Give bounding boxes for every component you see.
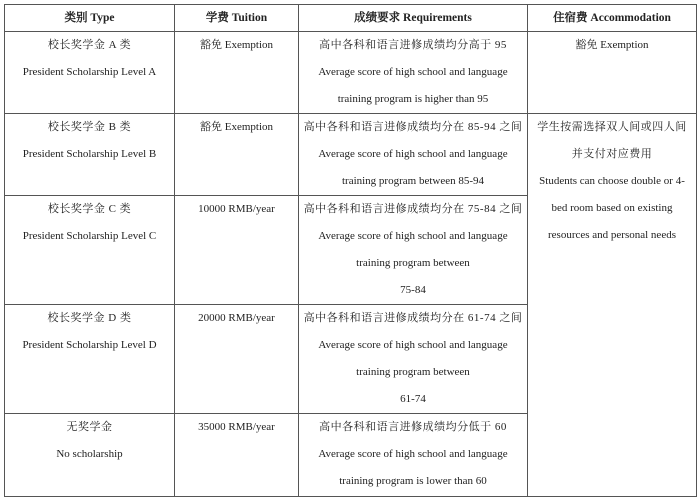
header-accommodation: 住宿费 Accommodation xyxy=(528,5,697,32)
req-line: Average score of high school and language xyxy=(318,66,508,78)
type-cell xyxy=(5,114,175,196)
requirements-cell xyxy=(299,305,528,414)
type-en: President Scholarship Level A xyxy=(22,66,157,78)
tuition-value: 10000 RMB/year xyxy=(198,203,275,215)
accommodation-line: Students can choose double or 4- xyxy=(539,175,685,187)
table-row xyxy=(5,114,697,196)
header-tuition: 学费 Tuition xyxy=(175,5,299,32)
type-cell xyxy=(5,196,175,305)
type-zh: 校长奖学金 D 类 xyxy=(47,312,132,324)
header-row xyxy=(5,5,697,32)
type-en: President Scholarship Level D xyxy=(22,339,157,351)
accommodation-line: bed room based on existing xyxy=(551,202,673,214)
accommodation-line: resources and personal needs xyxy=(548,229,676,241)
header-requirements: 成绩要求 Requirements xyxy=(299,5,528,32)
req-line: training program between xyxy=(356,257,470,269)
req-line: Average score of high school and language xyxy=(318,339,508,351)
scholarship-table xyxy=(4,4,697,497)
tuition-value: 20000 RMB/year xyxy=(198,312,275,324)
accommodation-value: 豁免 Exemption xyxy=(575,39,649,51)
type-en: President Scholarship Level C xyxy=(22,230,157,242)
type-zh: 校长奖学金 C 类 xyxy=(47,203,132,215)
type-zh: 校长奖学金 B 类 xyxy=(47,121,132,133)
type-cell xyxy=(5,305,175,414)
req-line: 高中各科和语言进修成绩均分在 85-94 之间 xyxy=(303,121,523,133)
requirements-cell xyxy=(299,196,528,305)
tuition-value: 35000 RMB/year xyxy=(198,421,275,433)
table-row xyxy=(5,32,697,114)
accommodation-line: 学生按需选择双人间或四人间 xyxy=(537,121,687,133)
requirements-cell xyxy=(299,114,528,196)
req-line: Average score of high school and language xyxy=(318,148,508,160)
tuition-cell xyxy=(175,114,299,196)
accommodation-cell xyxy=(528,32,697,114)
req-line: 高中各科和语言进修成绩均分高于 95 xyxy=(319,39,507,51)
tuition-cell xyxy=(175,305,299,414)
req-line: 61-74 xyxy=(400,393,426,405)
req-line: Average score of high school and language xyxy=(318,448,508,460)
type-zh: 校长奖学金 A 类 xyxy=(47,39,132,51)
requirements-cell xyxy=(299,414,528,497)
type-zh: 无奖学金 xyxy=(66,421,113,433)
type-cell xyxy=(5,32,175,114)
tuition-cell xyxy=(175,414,299,497)
type-en: No scholarship xyxy=(56,448,123,460)
req-line: training program is lower than 60 xyxy=(339,475,487,487)
req-line: 高中各科和语言进修成绩均分在 61-74 之间 xyxy=(303,312,523,324)
tuition-value: 豁免 Exemption xyxy=(199,39,274,51)
req-line: 高中各科和语言进修成绩均分在 75-84 之间 xyxy=(303,203,523,215)
req-line: training program between 85-94 xyxy=(341,175,485,187)
type-en: President Scholarship Level B xyxy=(22,148,157,160)
req-line: training program is higher than 95 xyxy=(337,93,489,105)
tuition-cell xyxy=(175,196,299,305)
accommodation-line: 并支付对应费用 xyxy=(571,148,653,160)
requirements-cell xyxy=(299,32,528,114)
type-cell xyxy=(5,414,175,497)
tuition-value: 豁免 Exemption xyxy=(199,121,274,133)
req-line: 75-84 xyxy=(400,284,426,296)
req-line: Average score of high school and language xyxy=(318,230,508,242)
header-type: 类别 Type xyxy=(5,5,175,32)
tuition-cell xyxy=(175,32,299,114)
req-line: training program between xyxy=(356,366,470,378)
req-line: 高中各科和语言进修成绩均分低于 60 xyxy=(319,421,507,433)
accommodation-shared-cell xyxy=(528,114,697,497)
